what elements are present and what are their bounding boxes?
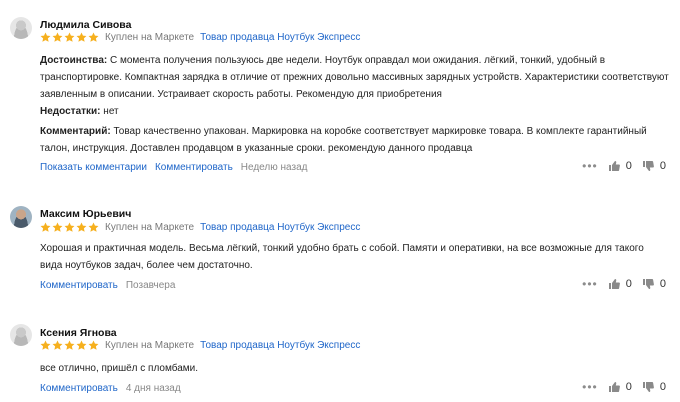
avatar[interactable] xyxy=(10,324,32,346)
star-icon xyxy=(88,340,99,351)
review-time: Позавчера xyxy=(125,280,176,291)
review-controls xyxy=(582,380,666,394)
disadvantages-label: Недостатки: xyxy=(40,106,101,117)
review-text: все отлично, пришёл с пломбами. xyxy=(40,363,199,374)
advantages-text: С момента получения пользуюсь две недели. Ноутбук оправдал мои ожидания. лёгкий, тонкий, удобный в транспортировке. Компактная зарядка в отличие от прежних довольно массивных зарядных устройств. Характеристики соответствуют заявленным в описании. Устраивает скорость работы. Рекомендую для приобретения xyxy=(40,55,669,100)
review-time: Неделю назад xyxy=(240,162,308,173)
like-count: 0 xyxy=(625,381,632,393)
seller-link[interactable]: Товар продавца Ноутбук Экспресс xyxy=(200,32,361,43)
more-dots-icon[interactable]: ••• xyxy=(582,159,598,173)
bought-badge: Куплен на Маркете xyxy=(105,222,195,233)
star-icon xyxy=(64,340,75,351)
star-icon xyxy=(40,340,51,351)
disadvantages-text: нет xyxy=(103,106,119,117)
dislike-count: 0 xyxy=(659,278,666,290)
like-button[interactable] xyxy=(608,381,632,393)
thumb-up-icon xyxy=(608,381,620,393)
review-actions xyxy=(40,383,181,394)
more-dots-icon[interactable]: ••• xyxy=(582,380,598,394)
seller-link[interactable]: Товар продавца Ноутбук Экспресс xyxy=(200,340,361,351)
dislike-button[interactable] xyxy=(642,381,666,393)
dislike-count: 0 xyxy=(659,381,666,393)
like-count: 0 xyxy=(625,278,632,290)
rating-stars xyxy=(40,340,99,351)
thumb-down-icon xyxy=(642,381,654,393)
dislike-count: 0 xyxy=(659,160,666,172)
bought-badge: Куплен на Маркете xyxy=(105,32,195,43)
like-count: 0 xyxy=(625,160,632,172)
advantages-label: Достоинства: xyxy=(40,55,108,66)
comment-text: Товар качественно упакован. Маркировка на коробке соответствует маркировке товара. В комплекте гарантийный талон, инструкция. Доставлен продавцом в указанные сроки. рекомендую данного продавца xyxy=(40,126,647,154)
show-comments-link[interactable]: Показать комментарии xyxy=(40,162,147,173)
comment-link[interactable]: Комментировать xyxy=(40,383,118,394)
comment-link[interactable]: Комментировать xyxy=(40,280,118,291)
review-time: 4 дня назад xyxy=(125,383,181,394)
review-author[interactable]: Максим Юрьевич xyxy=(40,208,132,220)
bought-badge: Куплен на Маркете xyxy=(105,340,195,351)
review-text: Хорошая и практичная модель. Весьма лёгкий, тонкий удобно брать с собой. Памяти и оперативки, на все возможные для такого вида ноутбуков задач, более чем достаточно. xyxy=(40,243,644,271)
comment-label: Комментарий: xyxy=(40,126,111,137)
more-dots-icon[interactable]: ••• xyxy=(582,277,598,291)
review-author[interactable]: Людмила Сивова xyxy=(40,19,132,31)
review-meta xyxy=(40,340,360,351)
star-icon xyxy=(52,340,63,351)
star-icon xyxy=(76,340,87,351)
comment-link[interactable]: Комментировать xyxy=(154,162,233,173)
seller-link[interactable]: Товар продавца Ноутбук Экспресс xyxy=(200,222,361,233)
review-author[interactable]: Ксения Ягнова xyxy=(40,327,117,339)
